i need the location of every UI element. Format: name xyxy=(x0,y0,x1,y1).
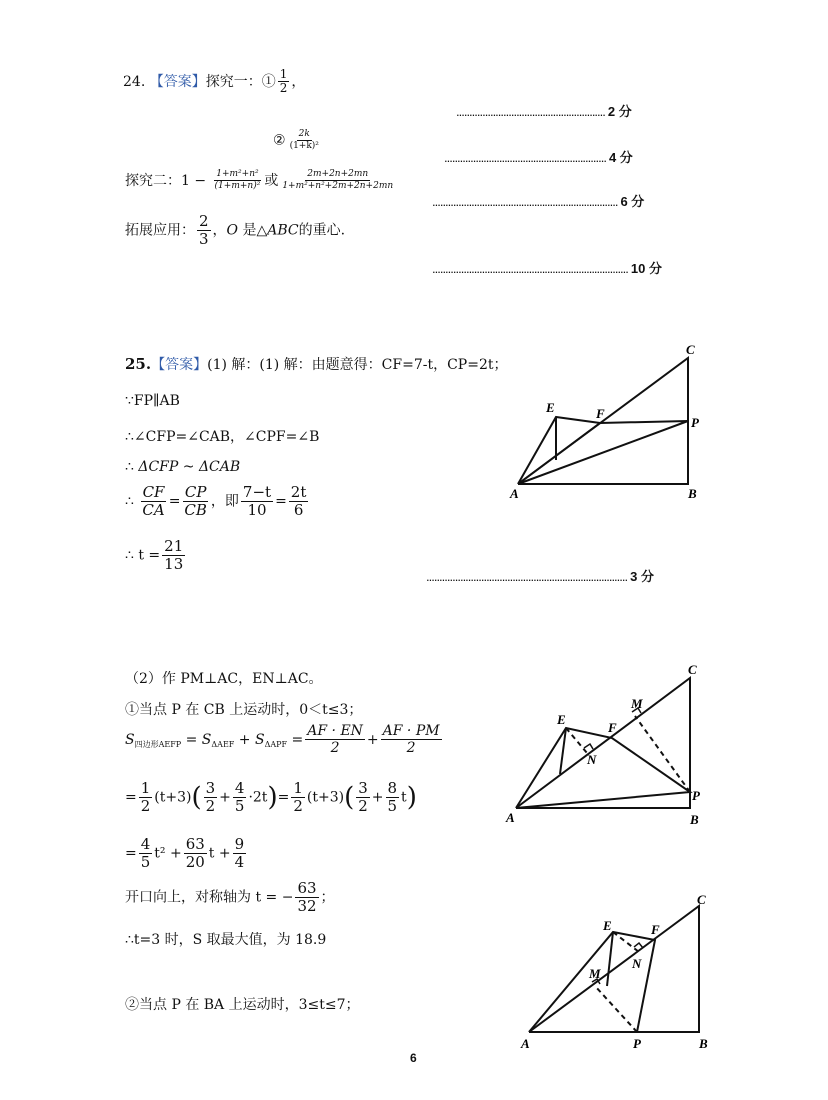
fig3-label-m: M xyxy=(589,966,601,981)
fig2-label-b: B xyxy=(690,812,699,827)
p2-line-1: （2）作 PM⊥AC，EN⊥AC。 xyxy=(125,671,323,687)
q25-line-1: 25.【答案】(1) 解：(1) 解：由题意得：CF=7-t，CP=2t； xyxy=(125,355,508,373)
tanjiu1-label: 探究一： xyxy=(205,73,262,90)
p3-line: ②当点 P 在 BA 上运动时，3≤t≤7； xyxy=(125,997,360,1013)
p2-axis-line: 开口向上，对称轴为 t = − $\frac{63}{32}$ ； xyxy=(125,879,335,915)
fraction-af-en: $\frac{AF \cdot EN}{2}$ xyxy=(307,723,363,757)
fig2-label-c: C xyxy=(688,662,697,677)
fig1-quad xyxy=(518,417,688,484)
answer-tag: 【答案】 xyxy=(149,73,206,90)
score-4: .............................................................. 4 分 xyxy=(444,150,633,165)
q25-number: 25. xyxy=(125,355,152,373)
q25-line-6: ∴ t = $\frac{21}{13}$ xyxy=(125,537,184,573)
fig2-label-n: N xyxy=(587,752,597,767)
tanjiu2-label: 探究二： xyxy=(125,173,181,189)
figure-3-triangle xyxy=(515,890,720,1055)
answer-tag: 【答案】 xyxy=(151,357,208,373)
fraction-t2-b: $\frac{2m+2n+2mn}{\text{1+m²+n²+2m+2n+2mn}}$ xyxy=(282,169,394,192)
fraction-2-3: $\frac{2}{3}$ xyxy=(199,212,209,248)
fraction-cf-ca: $\frac{CF}{CA}$ xyxy=(142,483,165,519)
q25-line-2: ∵FP∥AB xyxy=(125,393,180,409)
fig3-label-c: C xyxy=(697,892,706,907)
fig2-pm-dash xyxy=(635,716,690,792)
score-10: ........................................................................... 10 分 xyxy=(432,261,662,276)
fig2-label-p: P xyxy=(692,788,700,803)
circle-one: ① xyxy=(261,73,276,90)
p2-area-formula: $S_{四边形AEFP} = S_{\Delta AEF} + S_{\Delta APF}$ = $\frac{AF \cdot EN}{2}$ + $\frac{AF \cdot PM}{2}$ xyxy=(125,723,440,757)
fig2-label-a: A xyxy=(506,810,515,825)
tuozhan-label: 拓展应用： xyxy=(125,222,195,239)
p2-expansion: = $\frac{1}{2}$ (t+3)( $\frac{3}{2}$ + $\frac{4}{5}$ ·2t)= $\frac{1}{2}$ (t+3)( $\frac{3}{2}$ + $\frac{8}{5}$ t) xyxy=(125,779,417,815)
q24-number: 24. xyxy=(123,73,146,90)
score-3: ............................................................................. 3 分 xyxy=(426,569,654,584)
figure-1-triangle xyxy=(500,340,720,510)
fig3-label-b: B xyxy=(699,1036,708,1051)
fraction-cp-cb: $\frac{CP}{CB}$ xyxy=(184,483,207,519)
fig3-label-f: F xyxy=(651,922,660,937)
q24-line-1: 24. 【答案】探究一：① $\frac{1}{2}$ ， xyxy=(123,67,306,96)
fig1-label-b: B xyxy=(688,486,697,501)
fraction-2k: $\frac{2k}{\text{(1+k)²}}$ xyxy=(289,129,319,151)
fig1-ae-diag xyxy=(518,423,600,484)
q25-line-5: ∴ $\frac{CF}{CA}$ = $\frac{CP}{CB}$ ，即 $\frac{7-t}{10}$ = $\frac{2t}{6}$ xyxy=(125,483,307,519)
fig1-label-c: C xyxy=(686,342,695,357)
fig1-label-a: A xyxy=(510,486,519,501)
circle-two: ② xyxy=(273,132,286,149)
fig3-pm-dash xyxy=(595,986,637,1032)
fig3-label-e: E xyxy=(603,918,612,933)
score-2: ......................................................... 2 分 xyxy=(456,104,632,119)
fraction-21-13: $\frac{21}{13}$ xyxy=(164,537,184,573)
fig2-triangle-abc xyxy=(516,678,690,808)
fig3-label-p: P xyxy=(633,1036,641,1051)
fig3-label-a: A xyxy=(521,1036,530,1051)
q24-line-3: 探究二：1 − $\frac{\text{1+m²+n²}}{\text{(1+m+n)²}}$ 或 $\frac{2m+2n+2mn}{\text{1+m²+n²+2m+2n+2mn}}$ xyxy=(125,169,394,192)
p2-simplified: = $\frac{4}{5}$ t² + $\frac{63}{20}$ t + $\frac{9}{4}$ xyxy=(125,835,245,871)
q25-line-3: ∴∠CFP=∠CAB，∠CPF=∠B xyxy=(125,429,320,445)
q24-line-4: 拓展应用： $\frac{2}{3}$ ，O 是△ABC的重心. xyxy=(125,212,346,248)
page-number: 6 xyxy=(410,1051,417,1065)
fig2-label-f: F xyxy=(608,720,617,735)
fig3-em xyxy=(607,932,613,986)
figure-2-triangle xyxy=(500,660,720,830)
fig2-quad xyxy=(516,728,690,808)
p2-max-line: ∴t=3 时，S 取最大值，为 18.9 xyxy=(125,932,327,948)
q24-line-2 xyxy=(273,130,323,151)
fig3-triangle-abc xyxy=(529,906,699,1032)
fig1-label-p: P xyxy=(691,415,699,430)
fraction-2t-6: $\frac{2t}{6}$ xyxy=(290,483,307,519)
fraction-7t-10: $\frac{7-t}{10}$ xyxy=(242,483,272,519)
score-6: ....................................................................... 6 分 xyxy=(432,194,645,209)
fig1-label-f: F xyxy=(596,406,605,421)
fraction-one-half: $\frac{1}{2}$ xyxy=(279,67,288,96)
fraction-half: $\frac{1}{2}$ xyxy=(140,779,151,815)
fig3-label-n: N xyxy=(632,956,642,971)
fig1-label-e: E xyxy=(546,400,555,415)
fig2-label-e: E xyxy=(557,712,566,727)
fig2-label-m: M xyxy=(631,696,643,711)
q25-line-4: ∴ ΔCFP ~ ΔCAB xyxy=(125,459,241,475)
fraction-t2-a: $\frac{\text{1+m²+n²}}{\text{(1+m+n)²}}$ xyxy=(214,169,261,192)
p2-line-2: ①当点 P 在 CB 上运动时，0＜t≤3； xyxy=(125,702,363,718)
fraction-af-pm: $\frac{AF \cdot PM}{2}$ xyxy=(382,723,440,757)
